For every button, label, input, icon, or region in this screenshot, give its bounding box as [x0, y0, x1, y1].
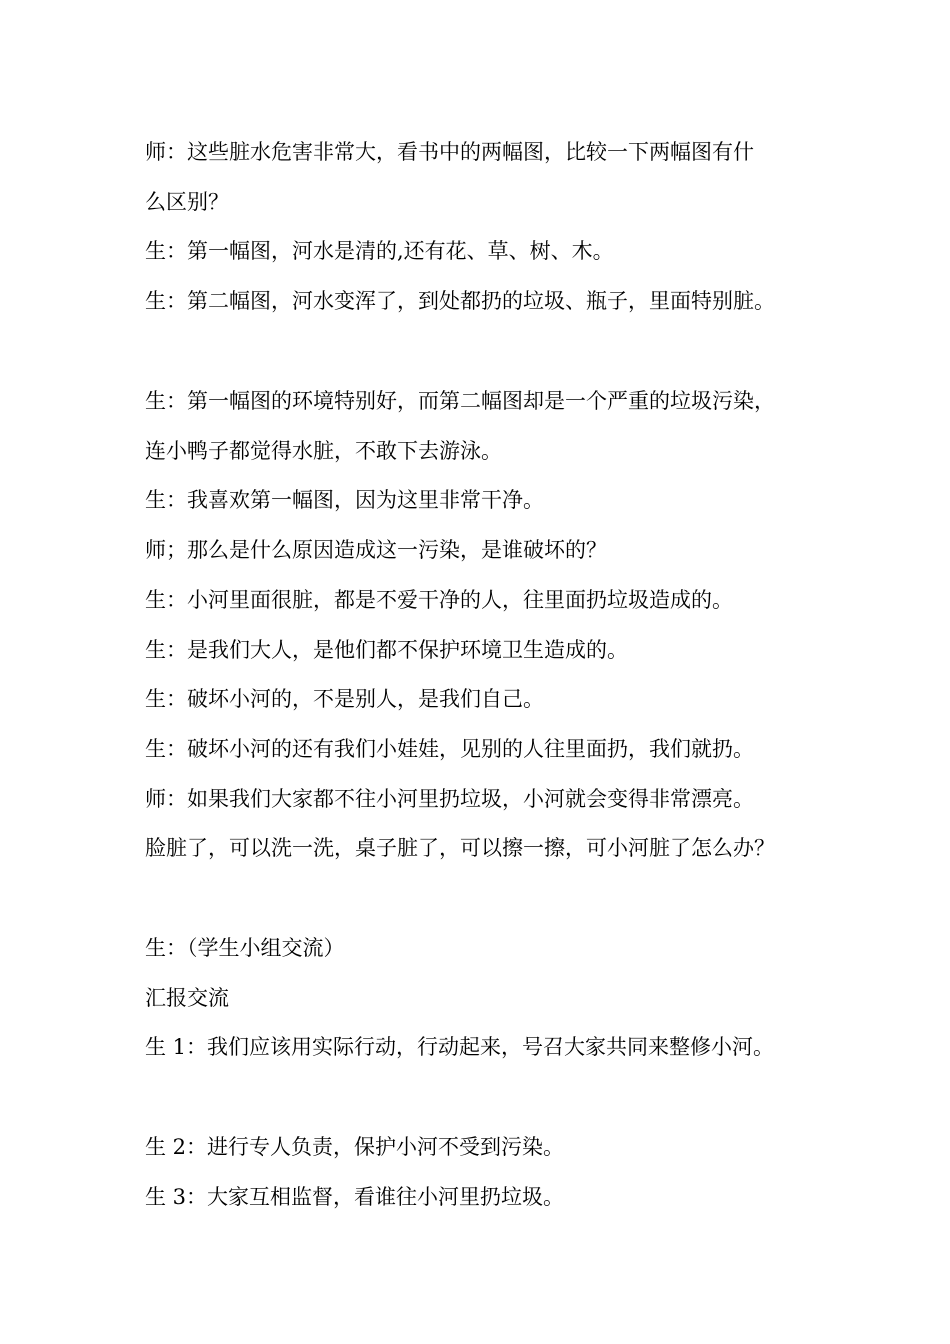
text-line-14: 脸脏了，可以洗一洗，桌子脏了，可以擦一擦，可小河脏了怎么办？ [145, 836, 775, 860]
text-line-1: 师：这些脏水危害非常大，看书中的两幅图，比较一下两幅图有什 [145, 140, 754, 164]
text-line-19: 生 3：大家互相监督，看谁往小河里扔垃圾。 [145, 1185, 565, 1209]
text-line-6: 连小鸭子都觉得水脏，不敢下去游泳。 [145, 439, 502, 463]
text-line-9: 生：小河里面很脏，都是不爱干净的人，往里面扔垃圾造成的。 [145, 588, 733, 612]
text-line-17: 生 1：我们应该用实际行动，行动起来，号召大家共同来整修小河。 [145, 1035, 775, 1059]
text-line-10: 生：是我们大人，是他们都不保护环境卫生造成的。 [145, 638, 628, 662]
text-line-2: 么区别？ [145, 190, 229, 214]
text-line-16: 汇报交流 [145, 986, 229, 1010]
text-line-12: 生：破坏小河的还有我们小娃娃，见别的人往里面扔，我们就扔。 [145, 737, 754, 761]
text-line-13: 师：如果我们大家都不往小河里扔垃圾，小河就会变得非常漂亮。 [145, 787, 754, 811]
text-line-15: 生：（学生小组交流） [145, 936, 345, 960]
text-line-18: 生 2：进行专人负责，保护小河不受到污染。 [145, 1135, 565, 1159]
text-line-4: 生：第二幅图，河水变浑了，到处都扔的垃圾、瓶子，里面特别脏。 [145, 289, 775, 313]
text-line-7: 生：我喜欢第一幅图，因为这里非常干净。 [145, 488, 544, 512]
text-line-11: 生：破坏小河的，不是别人，是我们自己。 [145, 687, 544, 711]
text-line-3: 生：第一幅图，河水是清的,还有花、草、树、木。 [145, 239, 614, 263]
text-line-8: 师；那么是什么原因造成这一污染，是谁破坏的？ [145, 538, 607, 562]
text-line-5: 生：第一幅图的环境特别好，而第二幅图却是一个严重的垃圾污染， [145, 389, 775, 413]
